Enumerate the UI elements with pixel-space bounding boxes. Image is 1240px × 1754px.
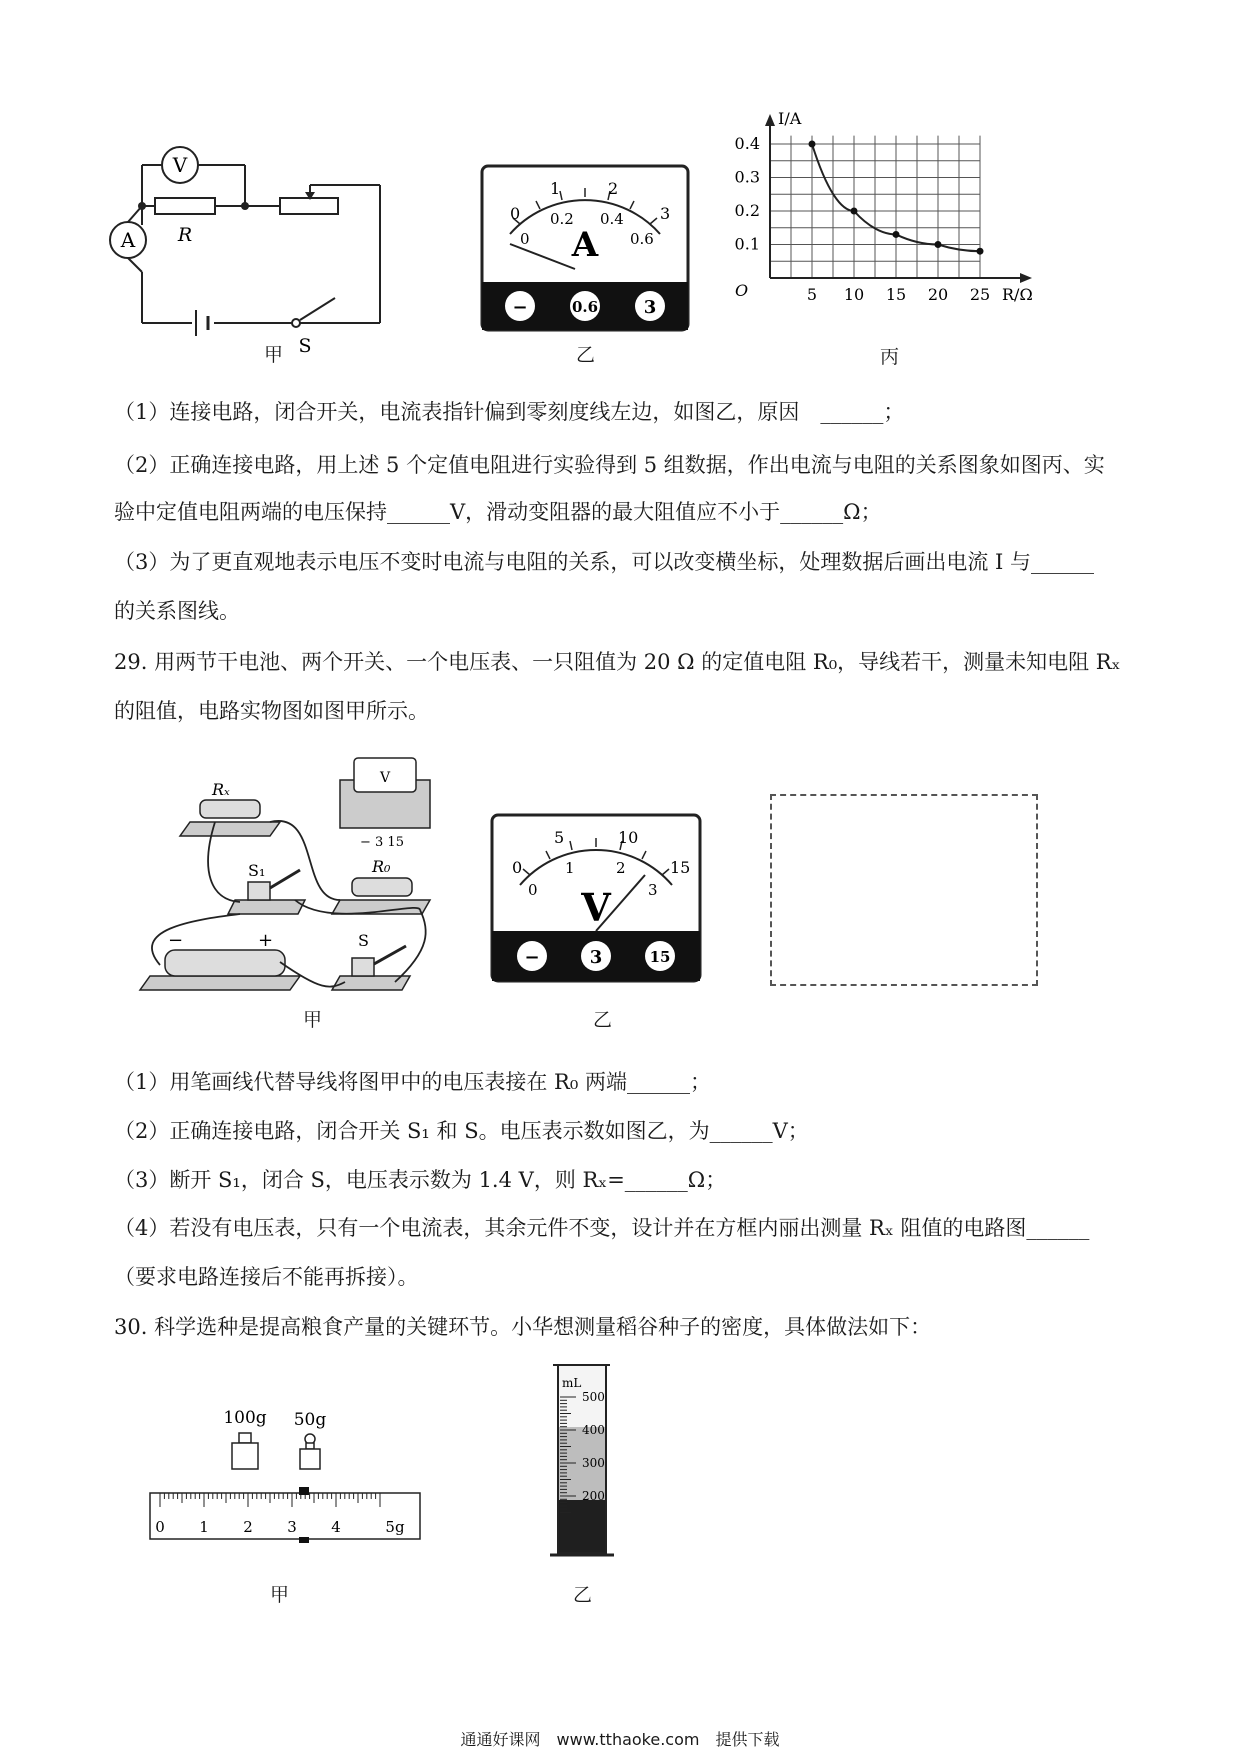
chart-data-point: [977, 248, 984, 255]
circuit-diagram-jia: [110, 130, 440, 357]
scale-label-2: 2: [243, 1518, 253, 1536]
voltmeter-bottom-3: 3: [648, 881, 658, 899]
voltmeter-terminal-3: 3: [589, 947, 603, 968]
chart-x-arrow: [1020, 273, 1032, 283]
figure-caption-yi-3: 乙: [573, 1584, 593, 1606]
q29-part4-line2: （要求电路连接后不能再拆接）。: [114, 1265, 419, 1289]
q28-part3-line2: 的关系图线。: [114, 599, 240, 623]
chart-origin-label: O: [735, 281, 749, 300]
scale-label-0: 0: [155, 1518, 165, 1536]
figure-caption-yi: 乙: [576, 344, 596, 366]
figure-caption-yi-2: 乙: [593, 1009, 613, 1031]
q30-stem: 30. 科学选种是提高粮食产量的关键环节。小华想测量稻谷种子的密度，具体做法如下：: [114, 1315, 932, 1339]
q29-part1: （1）用笔画线代替导线将图甲中的电压表接在 R₀ 两端______；: [114, 1070, 711, 1094]
chart-x-tick-label: 15: [885, 285, 907, 304]
chart-y-tick-label: 0.3: [734, 167, 760, 187]
weight-50g-label: 50g: [293, 1410, 327, 1430]
cylinder-mark-500: 500: [582, 1390, 605, 1404]
resistor-label: R: [177, 224, 193, 246]
ammeter-top-1: 1: [550, 179, 561, 198]
chart-y-axis-label: I/A: [778, 109, 802, 128]
ammeter-bottom-0: 0: [520, 230, 530, 248]
chart-data-point: [809, 141, 816, 148]
q29-part2: （2）正确连接电路，闭合开关 S₁ 和 S。电压表示数如图乙，为______V；: [114, 1119, 809, 1143]
battery-plus-label: +: [258, 930, 274, 951]
physical-circuit-jia: [130, 750, 450, 1000]
q29-part3: （3）断开 S₁，闭合 S，电压表示数为 1.4 V，则 Rₓ=______Ω；: [114, 1168, 727, 1192]
ammeter-top-2: 2: [608, 179, 619, 198]
chart-x-tick-label: 25: [969, 285, 991, 304]
chart-data-point: [893, 231, 900, 238]
q29-stem-line2: 的阻值，电路实物图如图甲所示。: [114, 699, 429, 723]
voltmeter-symbol-label: V: [172, 153, 188, 177]
q29-stem-line1: 29. 用两节干电池、两个开关、一个电压表、一只阻值为 20 Ω 的定值电阻 R₀，导线若干，测量未知电阻 Rₓ: [114, 650, 1121, 674]
figure-caption-jia-2: 甲: [303, 1009, 323, 1031]
battery-minus-label: −: [168, 930, 184, 951]
voltmeter-top-15: 15: [670, 858, 691, 877]
q29-part4-line1: （4）若没有电压表，只有一个电流表，其余元件不变，设计并在方框内丽出测量 Rₓ 阻值的电路图______: [114, 1216, 1090, 1240]
voltmeter-bottom-0: 0: [528, 881, 538, 899]
cylinder-mark-200: 200: [582, 1489, 605, 1503]
ammeter-top-3: 3: [660, 204, 671, 223]
figure-caption-bing: 丙: [880, 346, 900, 368]
r0-label: R₀: [372, 857, 391, 876]
weight-100g-label: 100g: [223, 1408, 267, 1428]
ammeter-bottom-3: 0.6: [630, 230, 654, 248]
scale-label-5g: 5g: [385, 1518, 405, 1536]
cylinder-mark-400: 400: [582, 1423, 605, 1437]
scale-label-1: 1: [199, 1518, 209, 1536]
voltmeter-top-10: 10: [618, 828, 639, 847]
ammeter-top-0: 0: [510, 204, 521, 223]
voltmeter-bottom-2: 2: [616, 859, 626, 877]
ammeter-bottom-1: 0.2: [550, 210, 574, 228]
voltmeter-unit: V: [581, 885, 611, 930]
page-footer: 通通好课网 www.tthaoke.com 提供下载: [460, 1730, 780, 1749]
chart-x-tick-label: 20: [927, 285, 949, 304]
chart-y-tick-label: 0.4: [734, 134, 760, 153]
rx-label: Rₓ: [212, 780, 230, 799]
ammeter-terminal-0.6: 0.6: [571, 298, 599, 316]
current-resistance-chart: [715, 110, 1070, 340]
voltmeter-bottom-1: 1: [565, 859, 575, 877]
meter-terminals-label: − 3 15: [360, 835, 404, 850]
figure-caption-jia: 甲: [264, 344, 284, 366]
ammeter-unit: A: [571, 225, 599, 265]
cylinder-mark-300: 300: [582, 1456, 605, 1470]
voltmeter-top-5: 5: [554, 828, 565, 847]
voltmeter-top-0: 0: [512, 858, 523, 877]
meter-icon-label: V: [379, 770, 391, 786]
chart-y-tick-label: 0.2: [734, 201, 760, 220]
q28-part2-line2: 验中定值电阻两端的电压保持______V，滑动变阻器的最大阻值应不小于______Ω；: [114, 500, 882, 524]
chart-x-tick-label: 5: [806, 285, 818, 304]
s1-label: S₁: [248, 861, 266, 880]
chart-x-tick-label: 10: [843, 285, 865, 304]
scale-label-3: 3: [287, 1518, 297, 1536]
ammeter-dial-yi: [480, 164, 690, 332]
chart-y-tick-label: 0.1: [734, 234, 760, 254]
q28-part2-line1: （2）正确连接电路，用上述 5 个定值电阻进行实验得到 5 组数据，作出电流与电阻的关系图象如图丙、实: [114, 453, 1105, 477]
switch-label: S: [298, 335, 312, 357]
circuit-drawing-box[interactable]: [770, 794, 1038, 986]
graduated-cylinder-yi: [548, 1355, 618, 1567]
balance-weights-jia: [145, 1405, 430, 1570]
ammeter-terminal-minus: −: [512, 297, 528, 318]
chart-y-arrow: [765, 114, 775, 126]
ammeter-terminal-3: 3: [643, 297, 657, 318]
s-label: S: [358, 931, 369, 950]
chart-data-point: [851, 208, 858, 215]
voltmeter-terminal-15: 15: [649, 948, 671, 966]
scale-label-4: 4: [331, 1518, 341, 1536]
ammeter-bottom-2: 0.4: [600, 210, 624, 228]
q28-part3-line1: （3）为了更直观地表示电压不变时电流与电阻的关系，可以改变横坐标，处理数据后画出电流 I 与______: [114, 550, 1095, 574]
figure-caption-jia-3: 甲: [270, 1584, 290, 1606]
chart-x-axis-label: R/Ω: [1002, 285, 1033, 304]
voltmeter-terminal-minus: −: [524, 947, 540, 968]
q28-part1: （1）连接电路，闭合开关，电流表指针偏到零刻度线左边，如图乙，原因 ______；: [114, 400, 905, 424]
cylinder-unit-label: mL: [562, 1376, 582, 1390]
chart-data-point: [935, 241, 942, 248]
voltmeter-dial-yi: [490, 813, 702, 983]
ammeter-symbol-label: A: [120, 228, 136, 252]
